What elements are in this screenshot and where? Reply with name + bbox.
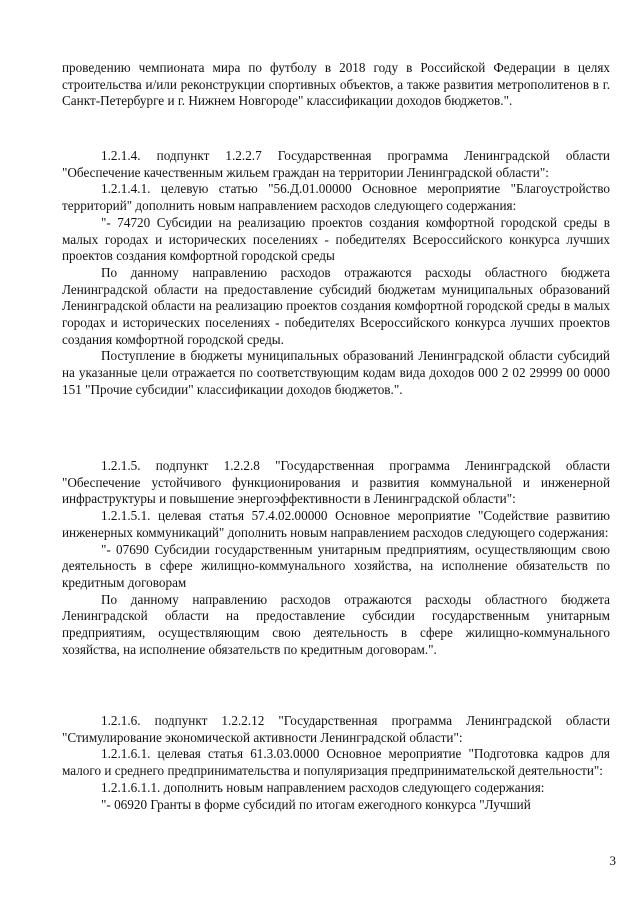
- paragraph: "- 06920 Гранты в форме субсидий по итогам ежегодного конкурса "Лучший: [101, 796, 531, 812]
- paragraph-block-4: [62, 713, 610, 813]
- paragraph: 1.2.1.5. подпункт 1.2.2.8 "Государственная программа Ленинградской области "Обеспечение устойчивого функционирования и развития коммунальной и инженерной инфраструктуры и повышение энергоэффективности в Ленинградской области":: [62, 458, 610, 507]
- paragraph-block-3: [62, 458, 610, 658]
- paragraph: 1.2.1.5.1. целевая статья 57.4.02.00000 Основное мероприятие "Содействие развитию инженерных коммуникаций" дополнить новым направлением расходов следующего содержания:: [62, 508, 610, 540]
- paragraph: "- 07690 Субсидии государственным унитарным предприятиям, осуществляющим свою деятельность в сфере жилищно-коммунального хозяйства, на исполнение обязательств по кредитным договорам: [62, 541, 610, 590]
- paragraph-block-1: [62, 60, 610, 110]
- paragraph: 1.2.1.6. подпункт 1.2.2.12 "Государственная программа Ленинградской области "Стимулирование экономической активности Ленинградской области":: [62, 713, 610, 745]
- paragraph-block-2: [62, 148, 610, 399]
- paragraph: 1.2.1.4. подпункт 1.2.2.7 Государственная программа Ленинградской области "Обеспечение качественным жильем граждан на территории Ленинградской области":: [62, 148, 610, 180]
- paragraph: Поступление в бюджеты муниципальных образований Ленинградской области субсидий на указанные цели отражается по соответствующим кодам вида доходов 000 2 02 29999 00 0000 151 "Прочие субсидии" классификации доходов бюджетов.".: [62, 348, 610, 397]
- paragraph: 1.2.1.6.1. целевая статья 61.3.03.0000 Основное мероприятие "Подготовка кадров для малого и среднего предпринимательства и популяризация предпринимательской деятельности":: [62, 746, 610, 779]
- page-number: 3: [609, 853, 616, 868]
- paragraph: 1.2.1.4.1. целевую статью "56.Д.01.00000 Основное мероприятие "Благоустройство территорий" дополнить новым направлением расходов следующего содержания:: [62, 181, 610, 214]
- paragraph: проведению чемпионата мира по футболу в 2018 году в Российской Федерации в целях строительства и/или реконструкции спортивных объектов, а также развития метрополитенов в г. Санкт-Петербурге и г. Нижнем Новгороде" классификации доходов бюджетов.".: [62, 60, 610, 109]
- paragraph: По данному направлению расходов отражаются расходы областного бюджета Ленинградской области на предоставление субсидии государственным унитарным предприятиям, осуществляющим свою деятельность в сфере жилищно-коммунального хозяйства, на исполнение обязательств по кредитным договорам.".: [62, 591, 610, 657]
- paragraph: "- 74720 Субсидии на реализацию проектов создания комфортной городской среды в малых городах и исторических поселениях - победителях Всероссийского конкурса лучших проектов создания комфортной городской среды: [62, 214, 610, 264]
- paragraph: 1.2.1.6.1.1. дополнить новым направлением расходов следующего содержания:: [101, 779, 545, 795]
- paragraph: По данному направлению расходов отражаются расходы областного бюджета Ленинградской области на предоставление субсидий бюджетам муниципальных образований Ленинградской области на реализацию проектов создания комфортной городской среды в малых городах и исторических поселениях - победителях Всероссийского конкурса лучших проектов создания комфортной городской среды.: [62, 264, 610, 347]
